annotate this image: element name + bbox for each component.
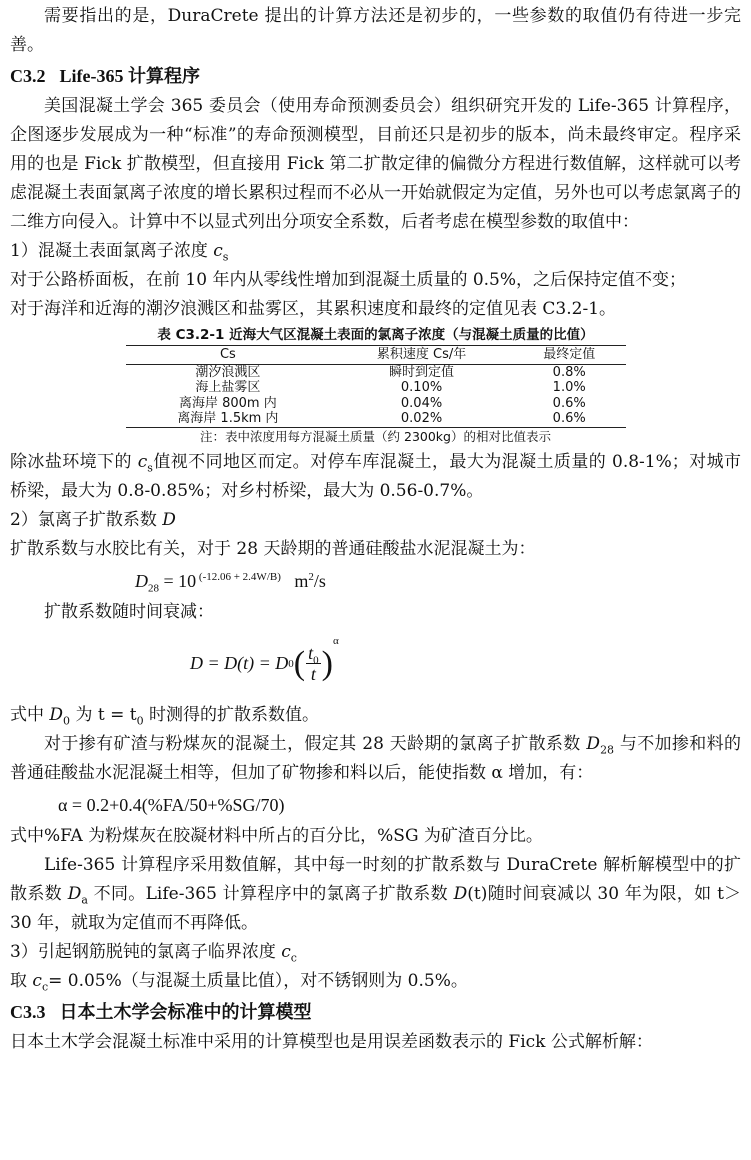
- section-title: 日本土木学会标准中的计算模型: [59, 1001, 312, 1022]
- section-number: C3.3: [10, 1001, 46, 1022]
- item-1-heading: 1）混凝土表面氯离子浓度 $c_s$: [10, 241, 229, 264]
- table-cell: 离海岸 1.5km 内: [177, 411, 279, 426]
- table-header-row: [126, 346, 626, 365]
- table-caption: 表 C3.2-1 近海大气区混凝土表面的氯离子浓度（与混凝土质量的比值）: [157, 327, 594, 343]
- table-cell: 0.04%: [400, 395, 443, 411]
- section-title: Life-365 计算程序: [59, 66, 200, 86]
- table-cell: 0.02%: [400, 411, 443, 426]
- paragraph-fa-sg-definition: 式中%FA 为粉煤灰在胶凝材料中所占的百分比，%SG 为矿渣百分比。: [10, 825, 543, 846]
- paragraph-duracrete-note: 需要指出的是，DuraCrete 提出的计算方法还是初步的，一些参数的取值仍有待进一步完善。: [10, 6, 741, 55]
- paragraph-d0-definition: 式中 $D_0$ 为 $t = t_0$ 时测得的扩散系数值。: [10, 704, 319, 727]
- table-cell: 0.6%: [552, 411, 586, 426]
- section-number: C3.2: [10, 66, 46, 86]
- paragraph-deicing-salt: 除冰盐环境下的 $c_s$值视不同地区而定。对停车库混凝土，最大为混凝土质量的 0.8-1%；对城市桥梁，最大为 0.8-0.85%；对乡村桥梁，最大为 0.56-0.7%。: [10, 451, 742, 501]
- paragraph-numerical-solution: Life-365 计算程序采用数值解，其中每一时刻的扩散系数与 DuraCrete 解析解模型中的扩散系数 $D_a$ 不同。Life-365 计算程序中的氯离子扩散系数 D(t)随时间衰减以 30 年为限，如 t＞30 年，就取为定值而不再降低。: [10, 854, 741, 933]
- paragraph-critical-concentration: 取 $c_c= 0.05\%$（与混凝土质量比值），对不锈钢则为 0.5%。: [10, 970, 468, 993]
- paragraph-time-decay: 扩散系数随时间衰减：: [44, 601, 214, 622]
- table-cell: 0.6%: [552, 395, 586, 411]
- paragraph-life365-intro: 美国混凝土学会 365 委员会（使用寿命预测委员会）组织研究开发的 Life-365 计算程序，企图逐步发展成为一种“标准”的寿命预测模型，目前还只是初步的版本，尚未最终审定。程序采用的也是 Fick 扩散模型，但直接用 Fick 第二扩散定律的偏微分方程进行数值解，这样就可以考虑混凝土表面氯离子浓度的增长累积过程而不必从一开始就假定为定值，另外也可以考虑氯离子的二维方向侵入。计算中不以显式列出分项安全系数，后者考虑在模型参数的取值中：: [10, 96, 741, 232]
- paragraph-marine-zones: 对于海洋和近海的潮汐浪溅区和盐雾区，其累积速度和最终的定值见表 C3.2-1。: [10, 299, 617, 319]
- table-row: [126, 380, 626, 396]
- table-cell: 1.0%: [552, 380, 586, 395]
- table-header-cell: Cs: [126, 346, 331, 365]
- formula-d28: $D_{28} = 10$ $^{(-12.06 + 2.4W/B)}$ $m^2/s$: [135, 570, 326, 595]
- table-cell: 离海岸 800m 内: [178, 395, 277, 411]
- item-3-heading: 3）引起钢筋脱钝的氯离子临界浓度 $c_c$: [10, 941, 297, 964]
- table-header-cell: 最终定值: [513, 346, 626, 365]
- chloride-concentration-table: [126, 345, 626, 428]
- table-row: [126, 411, 626, 427]
- table-cell: 0.10%: [400, 380, 443, 395]
- paragraph-jsce-intro: 日本土木学会混凝土标准中采用的计算模型也是用误差函数表示的 Fick 公式解析解：: [10, 1031, 653, 1052]
- item-2-heading: 2）氯离子扩散系数 D: [10, 509, 176, 530]
- table-cell: 0.8%: [552, 364, 586, 380]
- table-row: [126, 396, 626, 412]
- paragraph-diffusion-wb: 扩散系数与水胶比有关，对于 28 天龄期的普通硅酸盐水泥混凝土为：: [10, 538, 536, 559]
- table-header-cell: 累积速度 Cs/年: [330, 346, 513, 365]
- formula-dt: D = D(t) = D 0 ( $\frac{t_0}{t}$ ) α: [190, 634, 339, 684]
- formula-alpha: α = 0.2+0.4(%FA/50+%SG/70): [58, 794, 285, 815]
- paragraph-slag-flyash: 对于掺有矿渣与粉煤灰的混凝土，假定其 28 天龄期的氯离子扩散系数 $D_{28}$ 与不加掺和料的普通硅酸盐水泥混凝土相等，但加了矿物掺和料以后，能使指数 α 增加，有：: [10, 733, 741, 783]
- table-row: [126, 364, 626, 380]
- table-cell: 潮汐浪溅区: [195, 364, 261, 380]
- section-heading-c33: [10, 998, 741, 1026]
- table-cell: 瞬时到定值: [389, 364, 455, 380]
- paragraph-bridge-deck: 对于公路桥面板，在前 10 年内从零线性增加到混凝土质量的 0.5%，之后保持定值不变；: [10, 270, 687, 290]
- fraction-t0-over-t: $\frac{t_0}{t}$: [308, 643, 319, 684]
- table-cell: 海上盐雾区: [195, 380, 261, 395]
- table-note: 注：表中浓度用每方混凝土质量（约 2300kg）的相对比值表示: [200, 428, 551, 444]
- section-heading-c32: [10, 62, 741, 90]
